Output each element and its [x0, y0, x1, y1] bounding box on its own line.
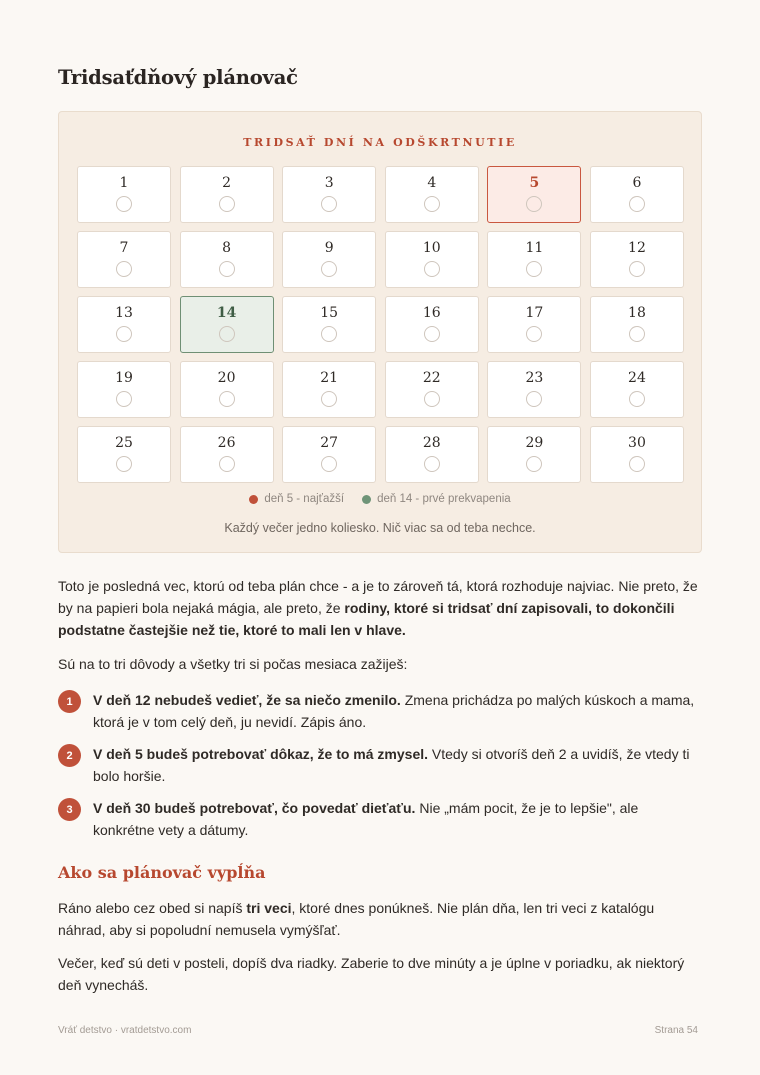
- green-dot-icon: [362, 495, 371, 504]
- day-cell-19[interactable]: [77, 361, 171, 418]
- checkbox-circle-icon[interactable]: [116, 261, 132, 277]
- checkbox-circle-icon[interactable]: [321, 391, 337, 407]
- legend: [59, 493, 701, 505]
- reason-text: [93, 689, 702, 733]
- how-bold: tri veci: [246, 900, 292, 916]
- day-cell-29[interactable]: [487, 426, 581, 483]
- day-cell-30[interactable]: [590, 426, 684, 483]
- day-number: 18: [628, 305, 646, 321]
- day-cell-17[interactable]: [487, 296, 581, 353]
- card-heading: TRIDSAŤ DNÍ NA ODŠKRTNUTIE: [243, 136, 517, 149]
- checkbox-circle-icon[interactable]: [526, 196, 542, 212]
- checkbox-circle-icon[interactable]: [116, 196, 132, 212]
- section-heading: Ako sa plánovač vypĺňa: [58, 863, 266, 882]
- day-cell-18[interactable]: [590, 296, 684, 353]
- checkbox-circle-icon[interactable]: [321, 196, 337, 212]
- how-paragraph-1: [58, 897, 702, 941]
- day-cell-9[interactable]: [282, 231, 376, 288]
- reason-bold: V deň 12 nebudeš vedieť, že sa niečo zmenilo.: [93, 692, 401, 708]
- day-number: 25: [115, 435, 133, 451]
- checkbox-circle-icon[interactable]: [321, 326, 337, 342]
- number-badge: 3: [58, 798, 81, 821]
- day-number: 21: [320, 370, 339, 386]
- day-cell-3[interactable]: [282, 166, 376, 223]
- red-dot-icon: [249, 495, 258, 504]
- reasons-lead: Sú na to tri dôvody a všetky tri si počas mesiaca zažiješ:: [58, 656, 408, 672]
- day-cell-21[interactable]: [282, 361, 376, 418]
- legend-label-good: deň 14 - prvé prekvapenia: [377, 493, 511, 505]
- checkbox-circle-icon[interactable]: [424, 326, 440, 342]
- day-cell-24[interactable]: [590, 361, 684, 418]
- intro-text: Toto je posledná vec, ktorú od teba plán chce - a je to zároveň tá, ktorá rozhoduje najviac. Nie preto, že by na papieri bola nejaká mágia, ale preto, že: [58, 578, 698, 616]
- day-cell-15[interactable]: [282, 296, 376, 353]
- day-cell-22[interactable]: [385, 361, 479, 418]
- checkbox-circle-icon[interactable]: [321, 456, 337, 472]
- day-cell-5[interactable]: [487, 166, 581, 223]
- day-number: 22: [422, 370, 441, 386]
- day-number: 26: [217, 435, 236, 451]
- how-text-a: Ráno alebo cez obed si napíš: [58, 900, 247, 916]
- checkbox-circle-icon[interactable]: [629, 196, 645, 212]
- day-number: 17: [525, 305, 544, 321]
- card-footer-note: Každý večer jedno koliesko. Nič viac sa od teba nechce.: [224, 521, 536, 535]
- reason-bold: V deň 5 budeš potrebovať dôkaz, že to má zmysel.: [93, 746, 429, 762]
- reason-text: [93, 743, 702, 787]
- day-cell-25[interactable]: [77, 426, 171, 483]
- day-number: 15: [320, 305, 339, 321]
- day-number: 10: [422, 240, 441, 256]
- day-number: 20: [217, 370, 236, 386]
- day-number: 1: [119, 175, 129, 191]
- checkbox-circle-icon[interactable]: [526, 391, 542, 407]
- day-cell-26[interactable]: [180, 426, 274, 483]
- day-number: 7: [119, 240, 129, 256]
- checkbox-circle-icon[interactable]: [219, 326, 235, 342]
- footer-left: Vráť detstvo · vratdetstvo.com: [58, 1025, 192, 1036]
- day-cell-4[interactable]: [385, 166, 479, 223]
- checkbox-circle-icon[interactable]: [116, 456, 132, 472]
- day-number: 12: [628, 240, 646, 256]
- checkbox-circle-icon[interactable]: [219, 391, 235, 407]
- checkbox-circle-icon[interactable]: [629, 456, 645, 472]
- how-text-c: , ktoré dnes ponúkneš. Nie plán dňa, len tri veci z katalógu náhrad, aby si popoludní nemusela vymýšľať.: [58, 900, 655, 938]
- number-badge: 1: [58, 690, 81, 713]
- day-number: 29: [525, 435, 544, 451]
- day-number: 28: [422, 435, 441, 451]
- reason-rest: Vtedy si otvoríš deň 2 a uvidíš, že vtedy ti bolo horšie.: [93, 746, 690, 784]
- day-cell-16[interactable]: [385, 296, 479, 353]
- day-number: 24: [628, 370, 646, 386]
- intro-paragraph: [58, 575, 702, 641]
- day-number: 16: [422, 305, 441, 321]
- day-cell-14[interactable]: [180, 296, 274, 353]
- page-title: Tridsaťdňový plánovač: [58, 66, 298, 89]
- number-badge: 2: [58, 744, 81, 767]
- day-number: 14: [216, 305, 237, 321]
- legend-item-good: [362, 493, 511, 505]
- checkbox-circle-icon[interactable]: [219, 456, 235, 472]
- checkbox-circle-icon[interactable]: [424, 456, 440, 472]
- checkbox-circle-icon[interactable]: [116, 391, 132, 407]
- day-number: 3: [324, 175, 334, 191]
- day-number: 8: [222, 240, 232, 256]
- checkbox-circle-icon[interactable]: [321, 261, 337, 277]
- day-cell-28[interactable]: [385, 426, 479, 483]
- day-cell-2[interactable]: [180, 166, 274, 223]
- day-cell-1[interactable]: [77, 166, 171, 223]
- checkbox-circle-icon[interactable]: [424, 391, 440, 407]
- checkbox-circle-icon[interactable]: [116, 326, 132, 342]
- checkbox-circle-icon[interactable]: [526, 261, 542, 277]
- day-number: 5: [529, 175, 540, 191]
- day-cell-12[interactable]: [590, 231, 684, 288]
- day-cell-11[interactable]: [487, 231, 581, 288]
- reason-rest: Zmena prichádza po malých kúskoch a mama, ktorá je v tom celý deň, ju nevidí. Zápis áno.: [93, 692, 695, 730]
- day-cell-13[interactable]: [77, 296, 171, 353]
- checkbox-circle-icon[interactable]: [526, 326, 542, 342]
- day-number: 19: [115, 370, 133, 386]
- reason-bold: V deň 30 budeš potrebovať, čo povedať dieťaťu.: [93, 800, 416, 816]
- day-number: 4: [427, 175, 437, 191]
- reason-rest: Nie „mám pocit, že je to lepšie", ale konkrétne vety a dátumy.: [93, 800, 639, 838]
- intro-bold: rodiny, ktoré si tridsať dní zapisovali, to dokončili podstatne častejšie než tie, ktoré to mali len v hlave.: [58, 600, 675, 638]
- day-number: 2: [222, 175, 232, 191]
- how-paragraph-2: Večer, keď sú deti v posteli, dopíš dva riadky. Zaberie to dve minúty a je úplne v poriadku, ak niektorý deň vynecháš.: [58, 955, 685, 993]
- day-number: 9: [324, 240, 334, 256]
- day-cell-7[interactable]: [77, 231, 171, 288]
- day-number: 27: [320, 435, 339, 451]
- legend-item-hard: [249, 493, 344, 505]
- day-grid: [77, 166, 684, 483]
- checkbox-circle-icon[interactable]: [629, 326, 645, 342]
- day-number: 11: [525, 240, 544, 256]
- checkbox-circle-icon[interactable]: [629, 261, 645, 277]
- day-cell-20[interactable]: [180, 361, 274, 418]
- day-cell-6[interactable]: [590, 166, 684, 223]
- day-number: 30: [628, 435, 646, 451]
- day-cell-27[interactable]: [282, 426, 376, 483]
- day-cell-10[interactable]: [385, 231, 479, 288]
- planner-card: [58, 111, 702, 553]
- checkbox-circle-icon[interactable]: [424, 196, 440, 212]
- checkbox-circle-icon[interactable]: [219, 261, 235, 277]
- day-number: 13: [115, 305, 133, 321]
- reason-text: [93, 797, 702, 841]
- day-number: 6: [632, 175, 642, 191]
- checkbox-circle-icon[interactable]: [219, 196, 235, 212]
- checkbox-circle-icon[interactable]: [424, 261, 440, 277]
- legend-label-hard: deň 5 - najťažší: [264, 493, 345, 505]
- checkbox-circle-icon[interactable]: [629, 391, 645, 407]
- footer-page-number: Strana 54: [654, 1025, 698, 1036]
- day-number: 23: [525, 370, 544, 386]
- checkbox-circle-icon[interactable]: [526, 456, 542, 472]
- day-cell-8[interactable]: [180, 231, 274, 288]
- day-cell-23[interactable]: [487, 361, 581, 418]
